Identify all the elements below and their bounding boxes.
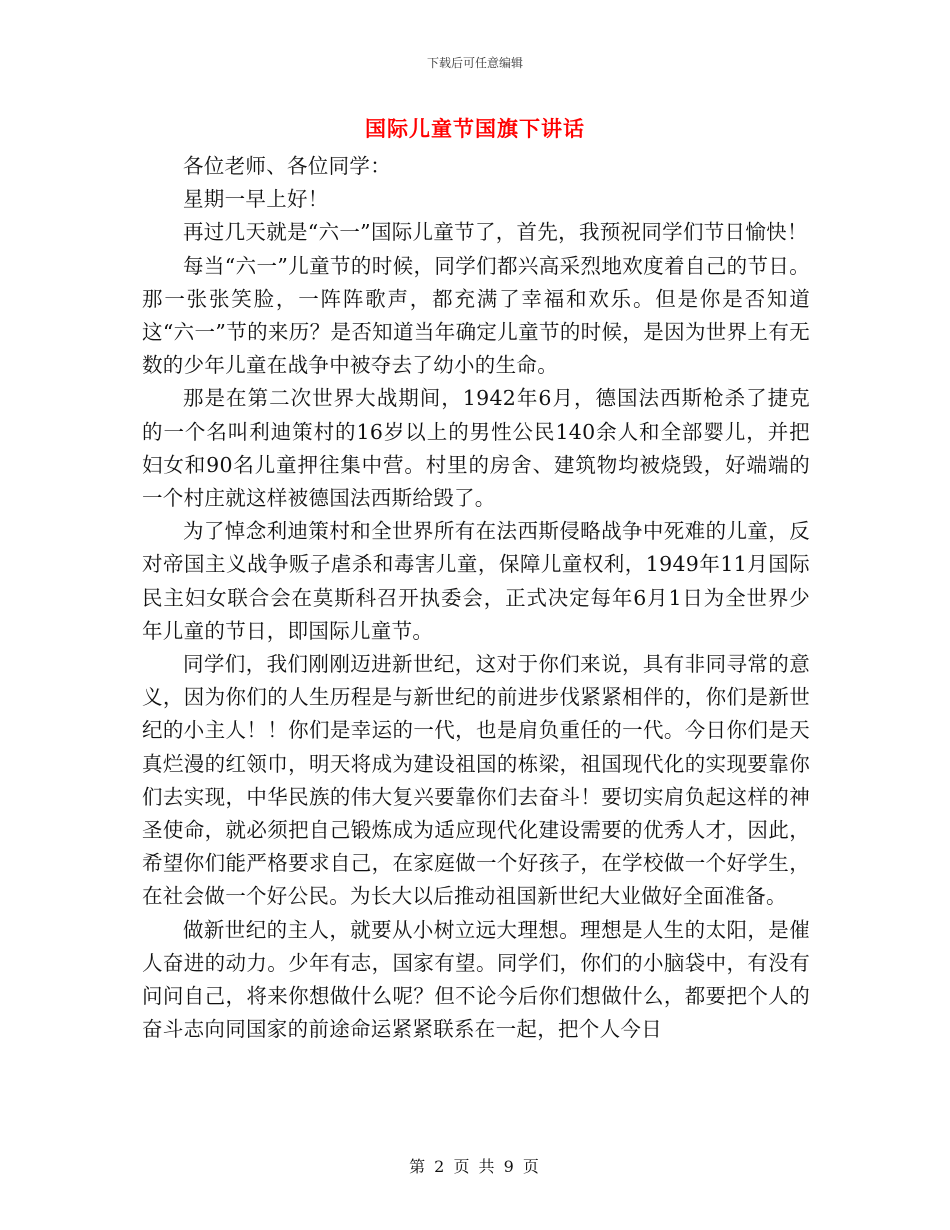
salutation-paragraph: 各位老师、各位同学： xyxy=(183,154,391,178)
document-body xyxy=(142,150,810,1046)
body-paragraph: 那是在第二次世界大战期间，1942年6月，德国法西斯枪杀了捷克的一个名叫利迪策村的16岁以上的男性公民140余人和全部婴儿，并把妇女和90名儿童押往集中营。村里的房舍、建筑物均被烧毁，好端端的一个村庄就这样被德国法西斯给毁了。 xyxy=(142,386,810,511)
document-title: 国际儿童节国旗下讲话 xyxy=(365,117,585,141)
body-paragraph: 再过几天就是“六一”国际儿童节了，首先，我预祝同学们节日愉快！ xyxy=(183,220,808,245)
body-paragraph: 做新世纪的主人，就要从小树立远大理想。理想是人生的太阳，是催人奋进的动力。少年有志，国家有望。同学们，你们的小脑袋中，有没有问问自己，将来你想做什么呢？但不论今后你们想做什么，都要把个人的奋斗志向同国家的前途命运紧紧联系在一起，把个人今日 xyxy=(142,917,810,1042)
body-paragraph: 为了悼念利迪策村和全世界所有在法西斯侵略战争中死难的儿童，反对帝国主义战争贩子虐杀和毒害儿童，保障儿童权利，1949年11月国际民主妇女联合会在莫斯科召开执委会，正式决定每年6月1日为全世界少年儿童的节日，即国际儿童节。 xyxy=(142,519,810,643)
page-number-indicator: 第 2 页 共 9 页 xyxy=(409,1157,541,1176)
body-paragraph: 每当“六一”儿童节的时候，同学们都兴高采烈地欢度着自己的节日。那一张张笑脸，一阵阵歌声，都充满了幸福和欢乐。但是你是否知道这“六一”节的来历？是否知道当年确定儿童节的时候，是因为世界上有无数的少年儿童在战争中被夺去了幼小的生命。 xyxy=(142,253,810,378)
greeting-paragraph: 星期一早上好！ xyxy=(183,187,329,212)
page-header-note: 下载后可任意编辑 xyxy=(426,56,523,70)
body-paragraph: 同学们，我们刚刚迈进新世纪，这对于你们来说，具有非同寻常的意义，因为你们的人生历程是与新世纪的前进步伐紧紧相伴的，你们是新世纪的小主人！！你们是幸运的一代，也是肩负重任的一代。今日你们是天真烂漫的红领巾，明天将成为建设祖国的栋梁，祖国现代化的实现要靠你们去实现，中华民族的伟大复兴要靠你们去奋斗！要切实肩负起这样的神圣使命，就必须把自己锻炼成为适应现代化建设需要的优秀人才，因此，希望你们能严格要求自己，在家庭做一个好孩子，在学校做一个好学生，在社会做一个好公民。为长大以后推动祖国新世纪大业做好全面准备。 xyxy=(142,652,810,909)
